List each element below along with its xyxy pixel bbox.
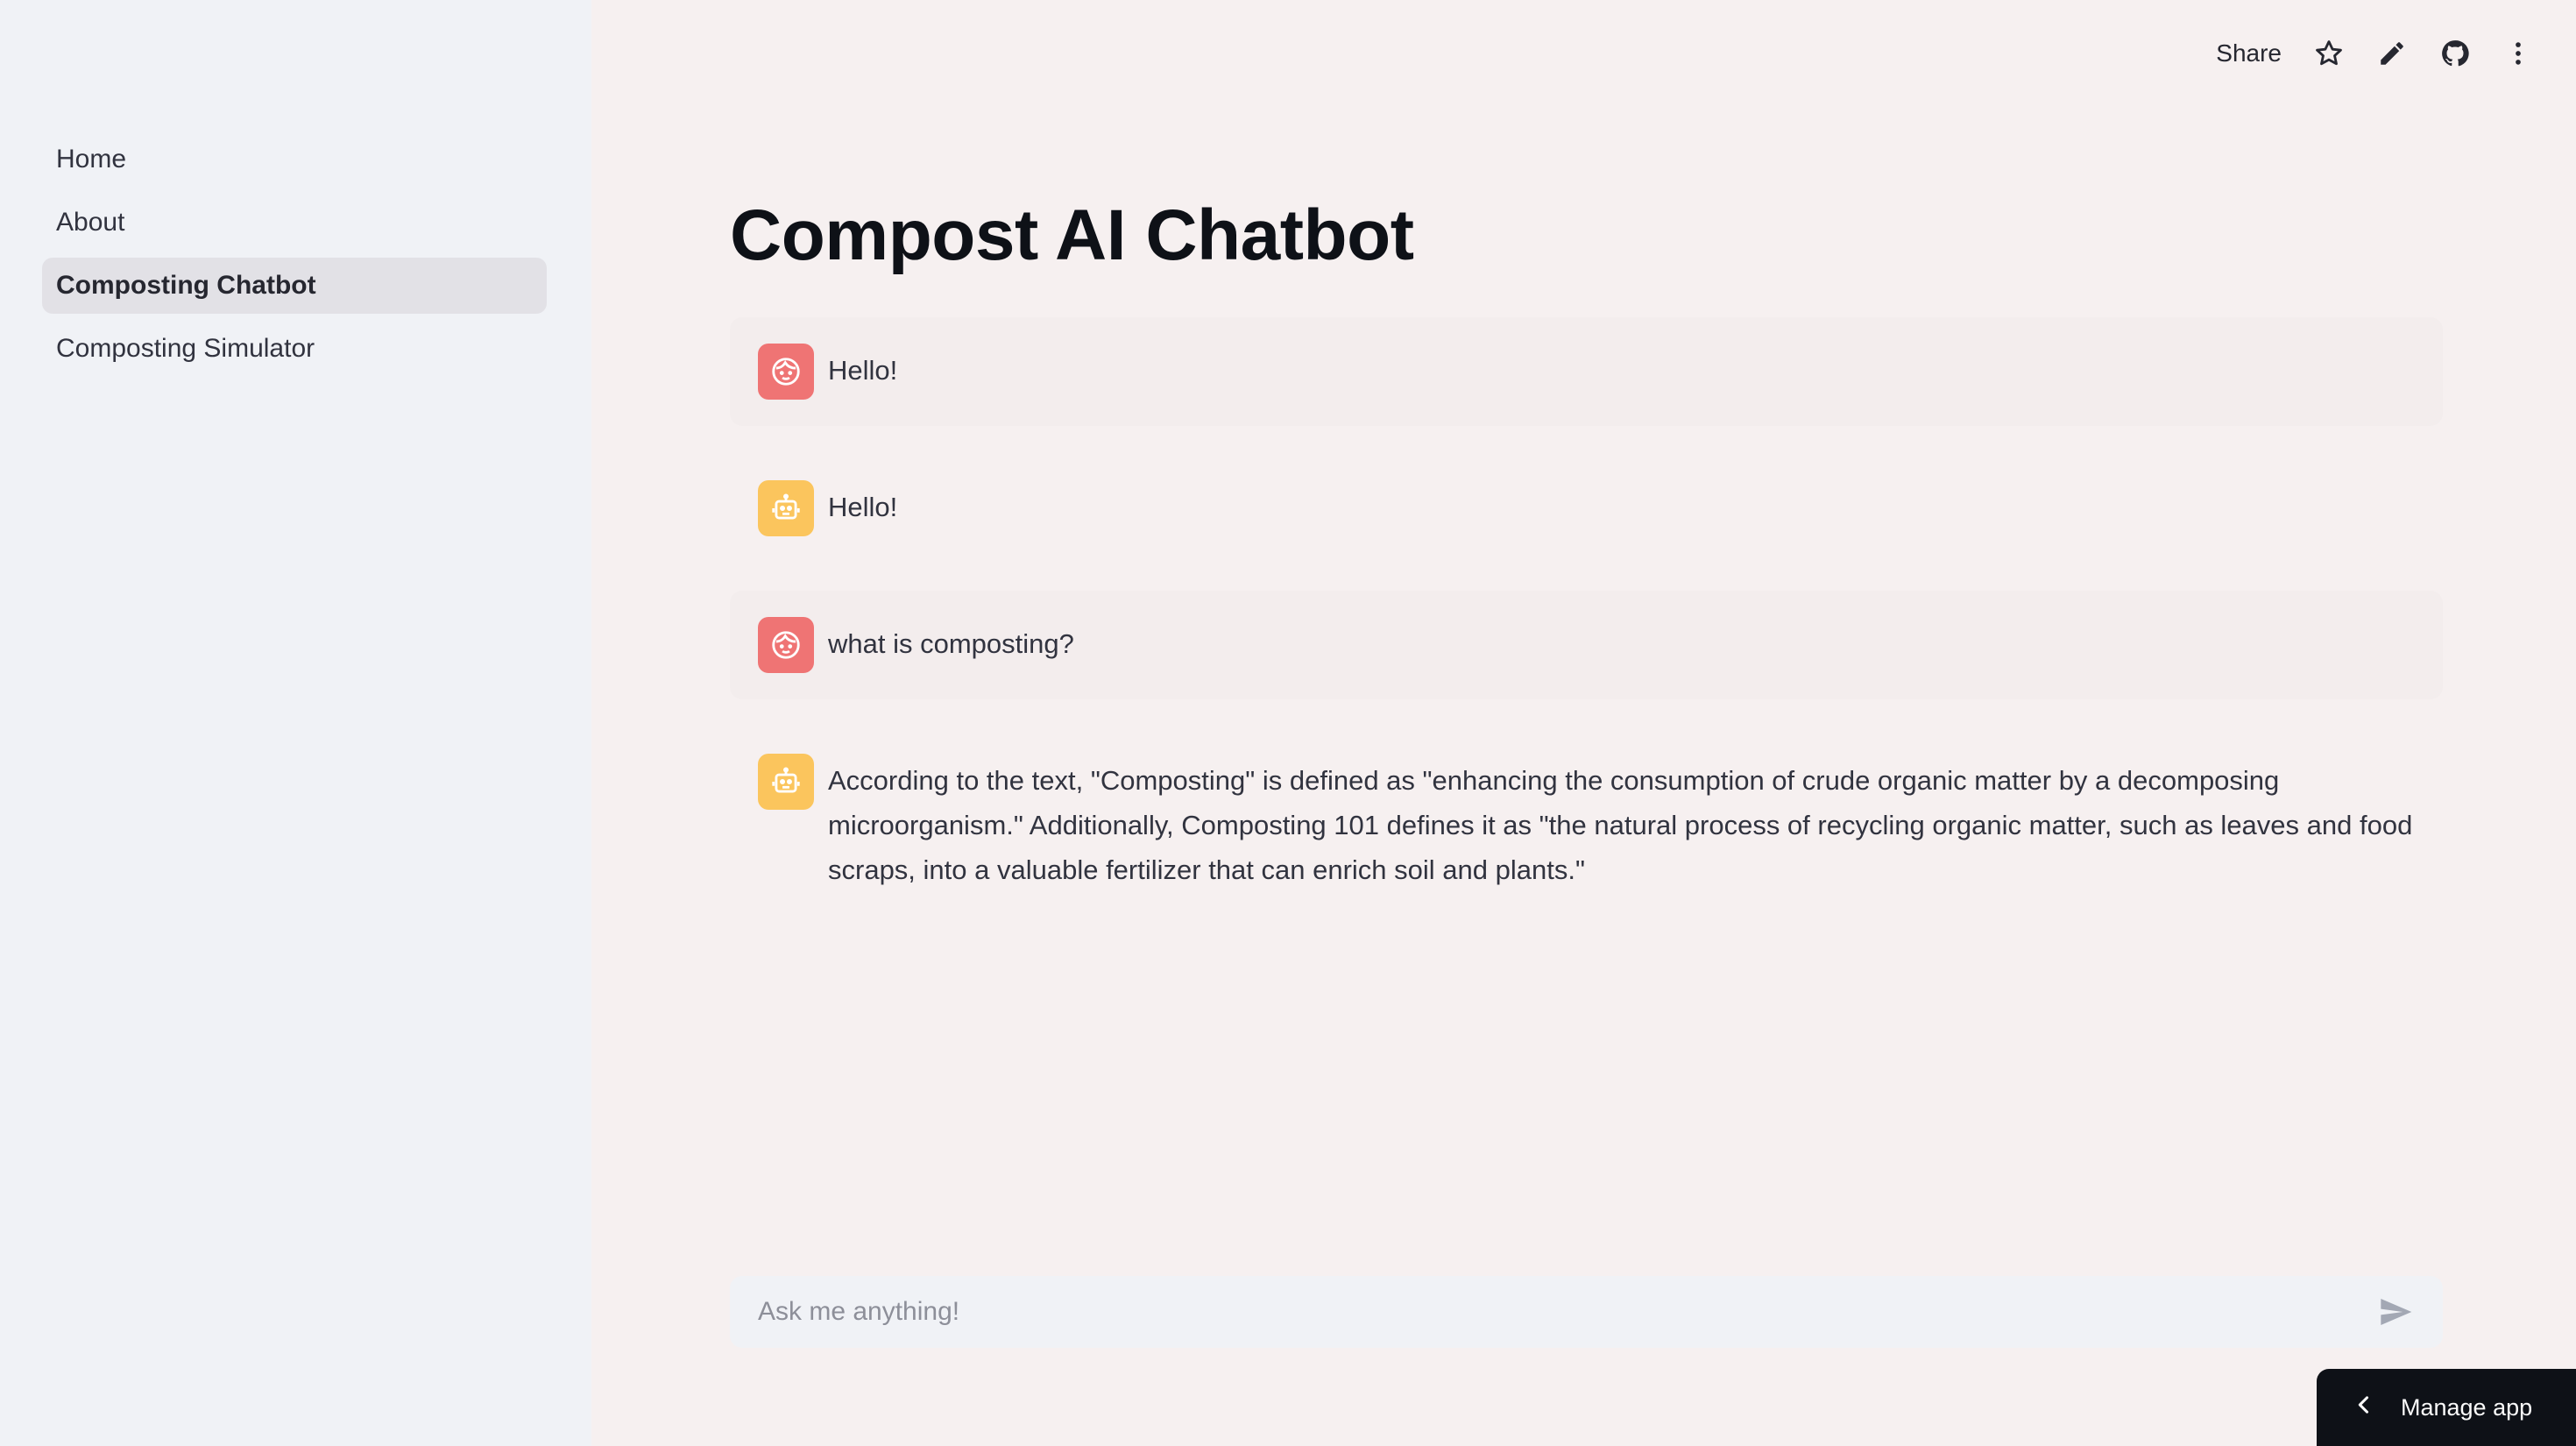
- star-icon[interactable]: [2313, 38, 2345, 69]
- chat-message-text: According to the text, "Composting" is defined as "enhancing the consumption of crude organic matter by a decomposing microorganism." Additionally, Composting 101 defines it as "the natural process of recycling organic matter, such as leaves and food scraps, into a valuable fertilizer that can enrich soil and plants.": [828, 765, 2413, 885]
- chat-input-bar: [730, 1276, 2443, 1348]
- main-content: [591, 0, 2576, 1446]
- page-title: Compost AI Chatbot: [730, 195, 1414, 275]
- sidebar: [0, 0, 591, 1446]
- sidebar-item-label: About: [56, 208, 125, 237]
- user-avatar-icon: [758, 617, 814, 673]
- share-button[interactable]: Share: [2216, 39, 2282, 67]
- sidebar-nav: [42, 131, 547, 384]
- sidebar-item-label: Home: [56, 145, 127, 174]
- chat-message-assistant: [730, 727, 2443, 918]
- chat-messages: [730, 317, 2443, 946]
- user-avatar-icon: [758, 344, 814, 400]
- manage-app-label: Manage app: [2401, 1393, 2533, 1421]
- chat-message-text: Hello!: [828, 355, 898, 386]
- chat-input[interactable]: [758, 1297, 2376, 1327]
- chat-message-text: Hello!: [828, 492, 898, 522]
- sidebar-item-label: Composting Simulator: [56, 334, 315, 363]
- sidebar-item-label: Composting Chatbot: [56, 271, 316, 300]
- pencil-icon[interactable]: [2376, 38, 2408, 69]
- chevron-left-icon: [2352, 1393, 2376, 1423]
- github-icon[interactable]: [2439, 38, 2471, 69]
- chat-message-user: [730, 591, 2443, 699]
- sidebar-item-composting-simulator[interactable]: [42, 321, 547, 377]
- chat-message-text: what is composting?: [828, 628, 1074, 659]
- chat-message-user: [730, 317, 2443, 426]
- manage-app-button[interactable]: [2317, 1369, 2576, 1446]
- robot-avatar-icon: [758, 754, 814, 810]
- chat-message-assistant: [730, 454, 2443, 563]
- robot-avatar-icon: [758, 480, 814, 536]
- sidebar-item-about[interactable]: [42, 195, 547, 251]
- sidebar-item-composting-chatbot[interactable]: [42, 258, 547, 314]
- sidebar-item-home[interactable]: [42, 131, 547, 188]
- send-icon[interactable]: [2376, 1293, 2415, 1331]
- top-toolbar: [2216, 32, 2534, 75]
- more-vertical-icon[interactable]: [2502, 38, 2534, 69]
